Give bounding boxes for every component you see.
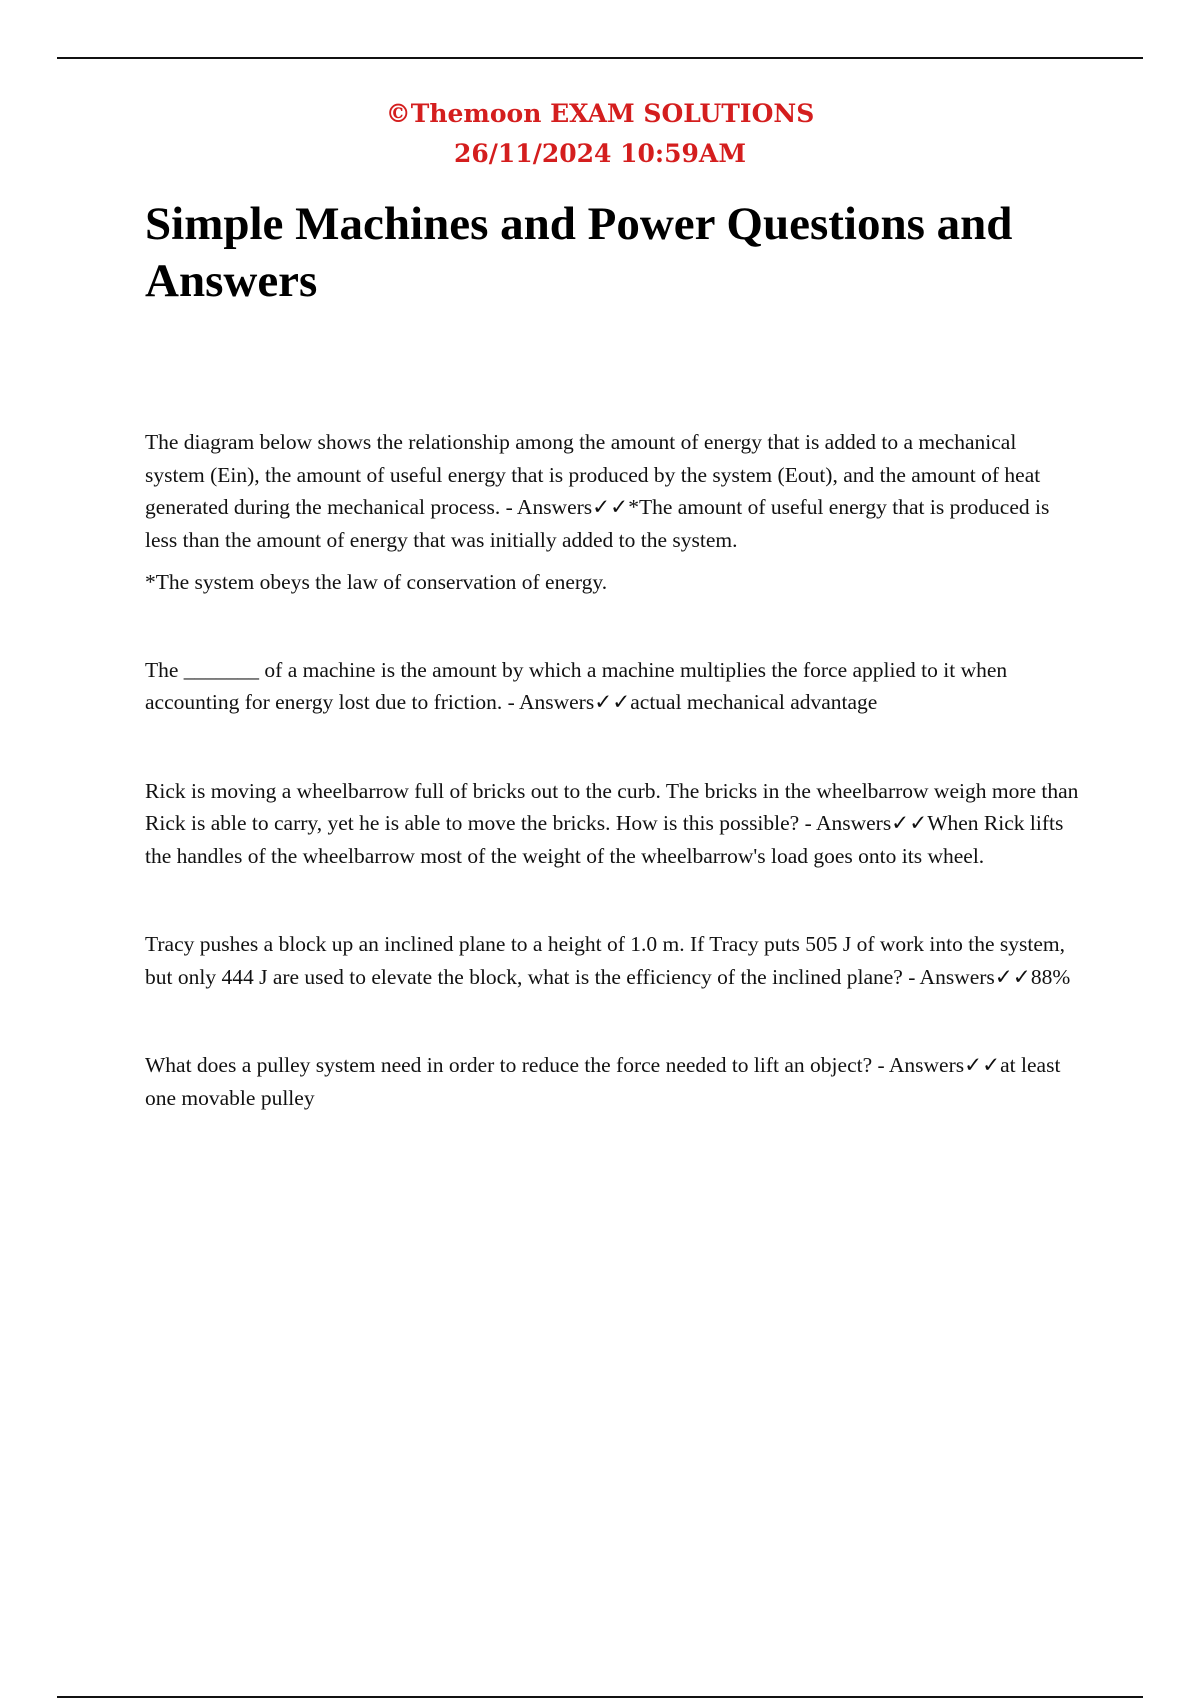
question-text: What does a pulley system need in order to reduce the force needed to lift an object? - Answers✓✓ — [145, 1053, 1001, 1077]
answer-text: actual mechanical advantage — [630, 690, 878, 714]
question-text: The _______ of a machine is the amount by which a machine multiplies the force applied to it when accounting for energy lost due to friction. - Answers✓✓ — [145, 657, 1008, 714]
header-timestamp: 26/11/2024 10:59AM — [453, 139, 746, 168]
answer-text: When Rick lifts the handles of the wheelbarrow most of the weight of the wheelbarrow's load goes onto its wheel. — [145, 811, 1064, 868]
answer-text: *The amount of useful energy that is produced is less than the amount of energy that was initially added to the system. — [145, 495, 1050, 552]
qa-paragraph — [145, 426, 1080, 556]
qa-list — [145, 426, 1080, 1114]
question-text: Rick is moving a wheelbarrow full of bricks out to the curb. The bricks in the wheelbarrow weigh more than Rick is able to carry, yet he is able to move the bricks. How is this possible? - Answers✓✓ — [145, 778, 1079, 835]
answer-text: 88% — [1030, 964, 1071, 989]
qa-item-3 — [145, 775, 1080, 873]
qa-paragraph — [145, 928, 1080, 993]
answer-note: *The system obeys the law of conservation of energy. — [145, 570, 608, 594]
qa-item-5 — [145, 1049, 1080, 1114]
qa-paragraph — [145, 775, 1080, 873]
qa-paragraph — [145, 654, 1080, 719]
question-text: Tracy pushes a block up an inclined plane to a height of 1.0 m. If Tracy puts 505 J of work into the system, but only 444 J are used to elevate the block, what is the efficiency of the inclined plane? - Answers✓✓ — [145, 932, 1065, 989]
page-title: Simple Machines and Power Questions and Answers — [145, 198, 1013, 307]
header-brand: ©Themoon EXAM SOLUTIONS — [385, 99, 815, 128]
answer-text: at least one movable pulley — [145, 1053, 1061, 1110]
qa-paragraph — [145, 1049, 1080, 1114]
qa-item-1 — [145, 426, 1080, 599]
top-rule — [57, 57, 1143, 59]
watermark-header — [0, 94, 1200, 174]
qa-item-4 — [145, 928, 1080, 993]
bottom-rule — [57, 1696, 1143, 1698]
question-text: The diagram below shows the relationship among the amount of energy that is added to a mechanical system (Ein), the amount of useful energy that is produced by the system (Eout), and the amount of heat generated during the mechanical process. - Answers✓✓ — [145, 430, 1041, 519]
qa-item-2 — [145, 654, 1080, 719]
